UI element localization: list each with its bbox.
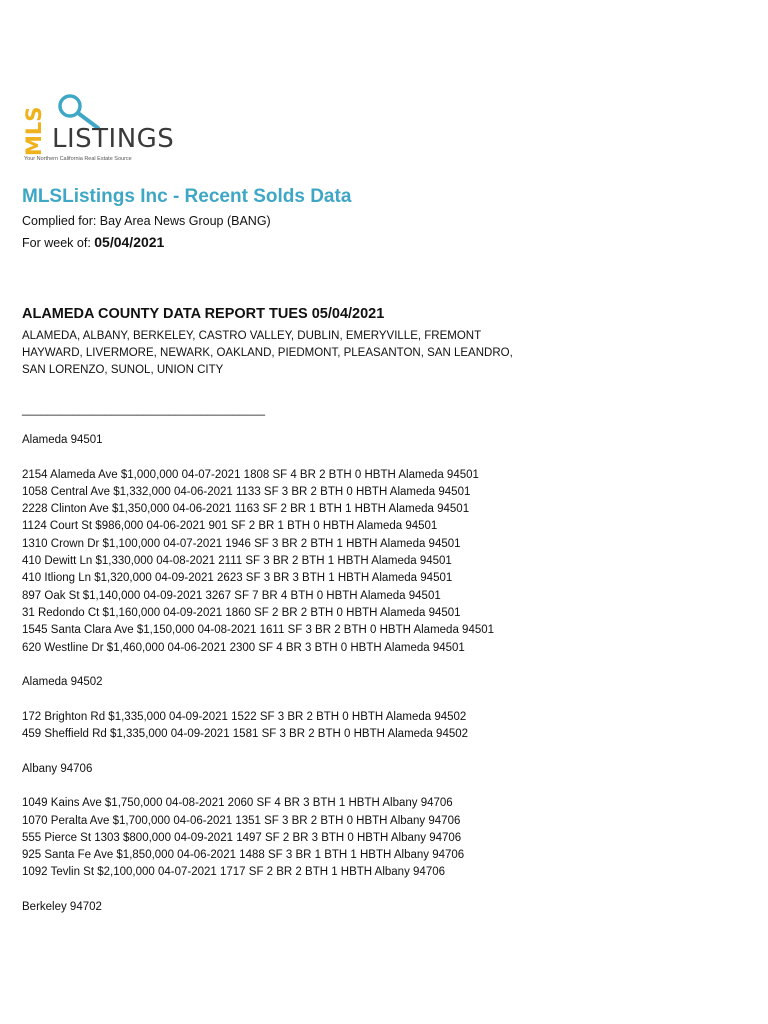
- listing-row: 172 Brighton Rd $1,335,000 04-09-2021 1522 SF 3 BR 2 BTH 0 HBTH Alameda 94502: [22, 710, 467, 723]
- listing-row: 925 Santa Fe Ave $1,850,000 04-06-2021 1488 SF 3 BR 1 BTH 1 HBTH Albany 94706: [22, 849, 465, 862]
- listing-row: 620 Westline Dr $1,460,000 04-06-2021 2300 SF 4 BR 3 BTH 0 HBTH Alameda 94501: [22, 641, 465, 654]
- week-label: For week of: [22, 236, 88, 250]
- week-date: 05/04/2021: [94, 234, 165, 250]
- section-heading: Alameda 94501: [22, 434, 103, 446]
- logo-tagline: Your Northern California Real Estate Source: [24, 156, 132, 162]
- listing-row: 897 Oak St $1,140,000 04-09-2021 3267 SF 7 BR 4 BTH 0 HBTH Alameda 94501: [22, 589, 441, 602]
- listing-row: 1058 Central Ave $1,332,000 04-06-2021 1133 SF 3 BR 2 BTH 0 HBTH Alameda 94501: [22, 485, 471, 498]
- listing-row: 1070 Peralta Ave $1,700,000 04-06-2021 1351 SF 3 BR 2 BTH 0 HBTH Albany 94706: [22, 814, 461, 827]
- divider-rule: ______________________________________: [22, 404, 266, 416]
- cities-line: SAN LORENZO, SUNOL, UNION CITY: [22, 364, 224, 376]
- cities-list: [22, 328, 513, 379]
- listing-row: 31 Redondo Ct $1,160,000 04-09-2021 1860 SF 2 BR 2 BTH 0 HBTH Alameda 94501: [22, 606, 461, 619]
- page-title: MLSListings Inc - Recent Solds Data: [22, 186, 352, 207]
- listing-row: 1092 Tevlin St $2,100,000 04-07-2021 1717 SF 2 BR 2 BTH 1 HBTH Albany 94706: [22, 866, 446, 879]
- listing-row: 2154 Alameda Ave $1,000,000 04-07-2021 1808 SF 4 BR 2 BTH 0 HBTH Alameda 94501: [22, 468, 479, 481]
- section-heading: Berkeley 94702: [22, 901, 102, 914]
- report-title: ALAMEDA COUNTY DATA REPORT TUES 05/04/2021: [22, 306, 385, 322]
- logo-listings-text: LISTINGS: [52, 124, 175, 154]
- listings-body: [22, 432, 494, 916]
- logo-mls-vertical: MLS: [22, 106, 46, 156]
- listing-row: 2228 Clinton Ave $1,350,000 04-06-2021 1163 SF 2 BR 1 BTH 1 HBTH Alameda 94501: [22, 503, 470, 516]
- listing-row: 1310 Crown Dr $1,100,000 04-07-2021 1946 SF 3 BR 2 BTH 1 HBTH Alameda 94501: [22, 537, 461, 550]
- mlslistings-logo: [22, 90, 175, 168]
- listing-row: 1049 Kains Ave $1,750,000 04-08-2021 2060 SF 4 BR 3 BTH 1 HBTH Albany 94706: [22, 797, 453, 810]
- cities-line: ALAMEDA, ALBANY, BERKELEY, CASTRO VALLEY, DUBLIN, EMERYVILLE, FREMONT: [22, 330, 482, 342]
- listing-row: 410 Itliong Ln $1,320,000 04-09-2021 2623 SF 3 BR 3 BTH 1 HBTH Alameda 94501: [22, 572, 453, 585]
- week-of-line: For week of: 05/04/2021: [22, 234, 165, 250]
- listing-row: 459 Sheffield Rd $1,335,000 04-09-2021 1581 SF 3 BR 2 BTH 0 HBTH Alameda 94502: [22, 728, 469, 741]
- section-heading: Alameda 94502: [22, 676, 103, 689]
- cities-line: HAYWARD, LIVERMORE, NEWARK, OAKLAND, PIEDMONT, PLEASANTON, SAN LEANDRO,: [22, 347, 513, 359]
- section-heading: Albany 94706: [22, 762, 93, 775]
- listing-row: 1124 Court St $986,000 04-06-2021 901 SF 2 BR 1 BTH 0 HBTH Alameda 94501: [22, 520, 438, 533]
- listing-row: 555 Pierce St 1303 $800,000 04-09-2021 1497 SF 2 BR 3 BTH 0 HBTH Albany 94706: [22, 831, 462, 844]
- listing-row: 410 Dewitt Ln $1,330,000 04-08-2021 2111 SF 3 BR 2 BTH 1 HBTH Alameda 94501: [22, 555, 452, 568]
- compiled-for-line: Complied for: Bay Area News Group (BANG): [22, 214, 271, 228]
- listing-row: 1545 Santa Clara Ave $1,150,000 04-08-2021 1611 SF 3 BR 2 BTH 0 HBTH Alameda 94501: [22, 624, 495, 637]
